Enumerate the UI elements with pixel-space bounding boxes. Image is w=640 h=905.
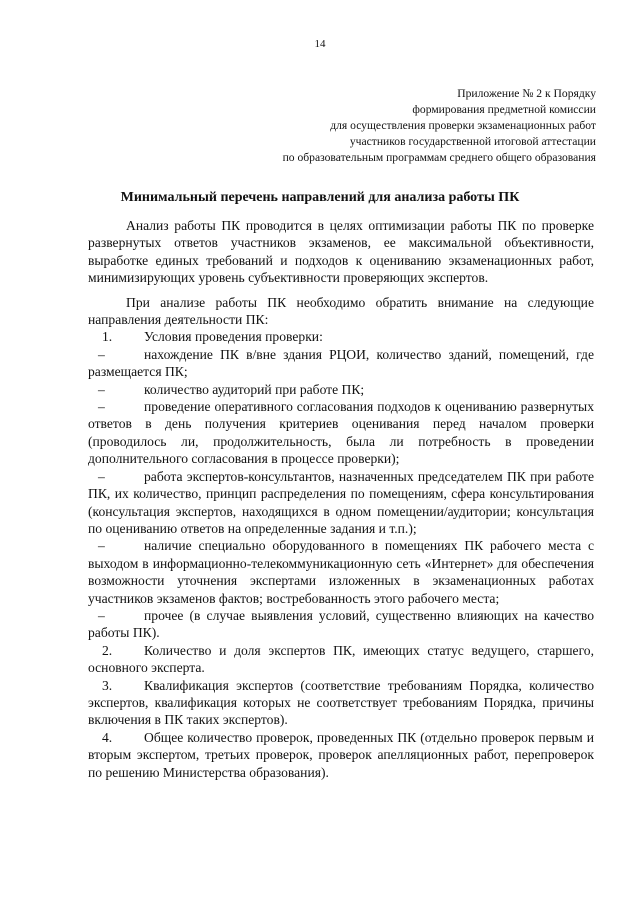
list-item [88,607,594,642]
item-marker: 4. [102,729,113,745]
list-item [88,381,594,398]
item-text: наличие специально оборудованного в помещениях ПК рабочего места с выходом в информационно-телекоммуникационную сеть «Интернет» для обеспечения возможности уточнения экспертами изложенных в экзаменационных работах участников экзаменов фактов; востребованность этого рабочего места; [88,538,594,606]
item-marker: – [98,468,105,484]
item-text: количество аудиторий при работе ПК; [144,381,365,397]
appendix-line: участников государственной итоговой аттестации [349,135,596,148]
item-text: Квалификация экспертов (соответствие требованиям Порядка, количество экспертов, квалификация которых не соответствует требованиям Порядка, причины включения в ПК таких экспертов). [88,677,594,728]
appendix-header [176,86,596,166]
list-item [88,468,594,538]
item-marker: – [98,607,105,623]
list-item [88,398,594,468]
item-marker: 1. [102,329,113,345]
item-text: прочее (в случае выявления условий, существенно влияющих на качество работы ПК). [88,607,594,641]
intro-paragraph: Анализ работы ПК проводится в целях оптимизации работы ПК по проверке развернутых ответов участников экзаменов, ее максимальной объективности, выработке единых требований и подходов к оцениванию экзаменационных работ, минимизирующих уровень субъективности проверяющих экспертов. [88,218,594,286]
item-marker: – [98,346,105,362]
item-text: проведение оперативного согласования подходов к оцениванию развернутых ответов в день получения критериев оценивания перед началом проверки (проводилось ли, продолжительность, была ли потребность в проведении дополнительного согласования в процессе проверки); [88,399,594,467]
item-text: Условия проведения проверки: [144,329,323,345]
appendix-line: Приложение № 2 к Порядку [457,87,596,100]
item-marker: 3. [102,677,113,693]
list-item [88,537,594,607]
item-marker: – [98,399,105,415]
item-marker: – [98,381,105,397]
document-title: Минимальный перечень направлений для анализа работы ПК [120,190,520,205]
item-text: работа экспертов-консультантов, назначенных председателем ПК при работе ПК, их количество, принцип распределения по помещениям, сфера консультирования (консультация экспертов, находящихся в одном помещении/аудитории; консультация по оцениванию ответов на определенные задания и т.п.); [88,468,594,536]
item-text: Количество и доля экспертов ПК, имеющих статус ведущего, старшего, основного эксперта. [88,642,594,676]
appendix-line: для осуществления проверки экзаменационных работ [330,119,596,132]
page-number: 14 [314,38,326,50]
item-marker: – [98,538,105,554]
appendix-line: формирования предметной комиссии [412,103,596,116]
list-item [88,729,594,781]
document-body [88,217,594,781]
lead-paragraph: При анализе работы ПК необходимо обратить внимание на следующие направления деятельности ПК: [88,294,594,328]
list-item [88,346,594,381]
item-marker: 2. [102,642,113,658]
item-text: Общее количество проверок, проведенных ПК (отдельно проверок первым и вторым экспертом, третьих проверок, проверок апелляционных работ, перепроверок по решению Министерства образования). [88,729,594,780]
list-item [88,328,594,345]
appendix-line: по образовательным программам среднего общего образования [282,151,596,164]
item-text: нахождение ПК в/вне здания РЦОИ, количество зданий, помещений, где размещается ПК; [88,346,594,380]
list-item [88,642,594,677]
list-item [88,677,594,729]
